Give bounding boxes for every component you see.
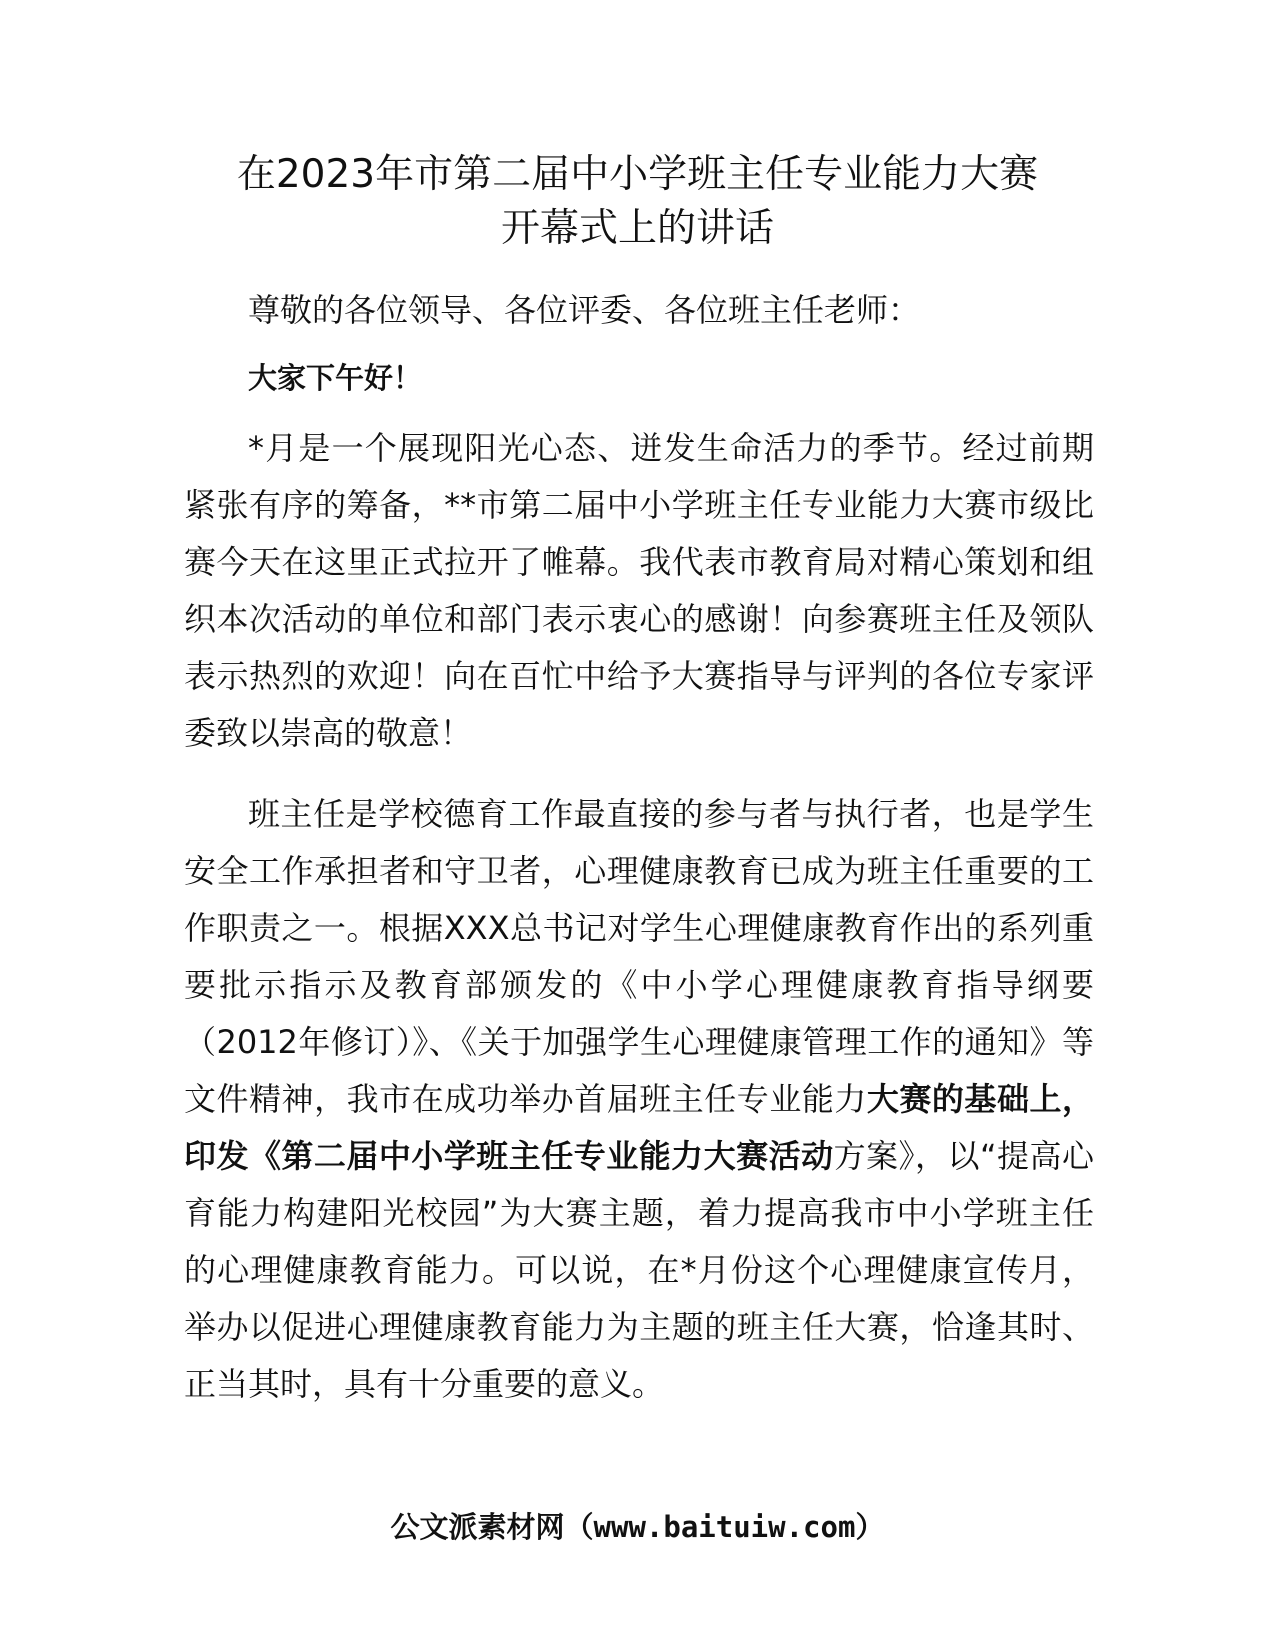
paragraph-2-text-b: 方案》，以“提高心育能力构建阳光校园”为大赛主题，着力提高我市中小学班主任的心理健康教育能力。可以说，在*月份这个心理健康宣传月，举办以促进心理健康教育能力为主题的班主任大赛，恰逢其时、正当其时，具有十分重要的意义。	[184, 1137, 1094, 1403]
salutation: 尊敬的各位领导、各位评委、各位班主任老师：	[248, 291, 921, 329]
footer-close-paren: ）	[855, 1510, 885, 1544]
greeting: 大家下午好！	[248, 361, 423, 395]
document-title	[150, 148, 1125, 256]
title-line-2: 开幕式上的讲话	[500, 206, 774, 251]
footer-watermark	[0, 1505, 1275, 1546]
document-body	[184, 282, 1094, 1437]
footer-site-name: 公文派素材网（	[390, 1510, 594, 1544]
paragraph-2-bold-text: 大赛的基础上，印发《第二届中小学班主任专业能力大赛活动	[184, 1080, 1094, 1175]
title-line-1: 在2023年市第二届中小学班主任专业能力大赛	[236, 152, 1039, 197]
paragraph-2	[184, 786, 1094, 1413]
paragraph-2-text-a: 班主任是学校德育工作最直接的参与者与执行者，也是学生安全工作承担者和守卫者，心理健康教育已成为班主任重要的工作职责之一。根据XXX总书记对学生心理健康教育作出的系列重要批示指示及教育部颁发的《中小学心理健康教育指导纲要（2012年修订）》、《关于加强学生心理健康管理工作的通知》等文件精神，我市在成功举办首届班主任专业能力	[184, 795, 1094, 1118]
footer-url: www.baituiw.com	[593, 1510, 856, 1544]
paragraph-1: *月是一个展现阳光心态、迸发生命活力的季节。经过前期紧张有序的筹备，**市第二届中小学班主任专业能力大赛市级比赛今天在这里正式拉开了帷幕。我代表市教育局对精心策划和组织本次活动的单位和部门表示衷心的感谢！向参赛班主任及领队表示热烈的欢迎！向在百忙中给予大赛指导与评判的各位专家评委致以崇高的敬意！	[184, 429, 1094, 752]
